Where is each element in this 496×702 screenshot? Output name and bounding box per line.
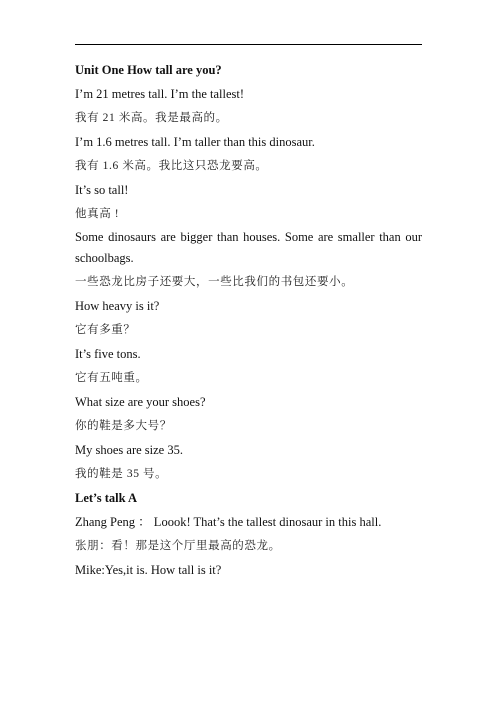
translation-line: 我有 21 米高。我是最高的。	[75, 112, 228, 124]
dialogue-line: Zhang Peng ： Loook! That’s the tallest dinosaur in this hall.	[75, 515, 382, 529]
text-line: What size are your shoes?	[75, 395, 206, 409]
translation-line: 我有 1.6 米高。我比这只恐龙要高。	[75, 160, 268, 172]
translation-line: 你的鞋是多大号？	[75, 420, 172, 432]
unit-title: Unit One How tall are you?	[75, 63, 222, 77]
header-rule	[75, 44, 422, 45]
translation-line: 一些恐龙比房子还要大，一些比我们的书包还要小。	[75, 276, 354, 288]
translation-line: 我的鞋是 35 号。	[75, 468, 168, 480]
translation-line: 他真高 !	[75, 208, 120, 220]
text-line: It’s so tall!	[75, 183, 129, 197]
translation-line: 它有多重？	[75, 324, 136, 336]
text-paragraph: Some dinosaurs are bigger than houses. Some are smaller than our schoolbags.	[75, 230, 422, 265]
section-heading: Let’s talk A	[75, 491, 138, 505]
translation-line: 它有五吨重。	[75, 372, 148, 384]
document-body	[75, 62, 422, 586]
text-line: It’s five tons.	[75, 347, 141, 361]
dialogue-line: Mike:Yes,it is. How tall is it?	[75, 563, 222, 577]
dialogue-translation-line: 张朋：看！那是这个厅里最高的恐龙。	[75, 540, 281, 552]
text-line: My shoes are size 35.	[75, 443, 183, 457]
text-line: I’m 21 metres tall. I’m the tallest!	[75, 87, 245, 101]
text-line: How heavy is it?	[75, 299, 160, 313]
text-line: I’m 1.6 metres tall. I’m taller than this dinosaur.	[75, 135, 315, 149]
